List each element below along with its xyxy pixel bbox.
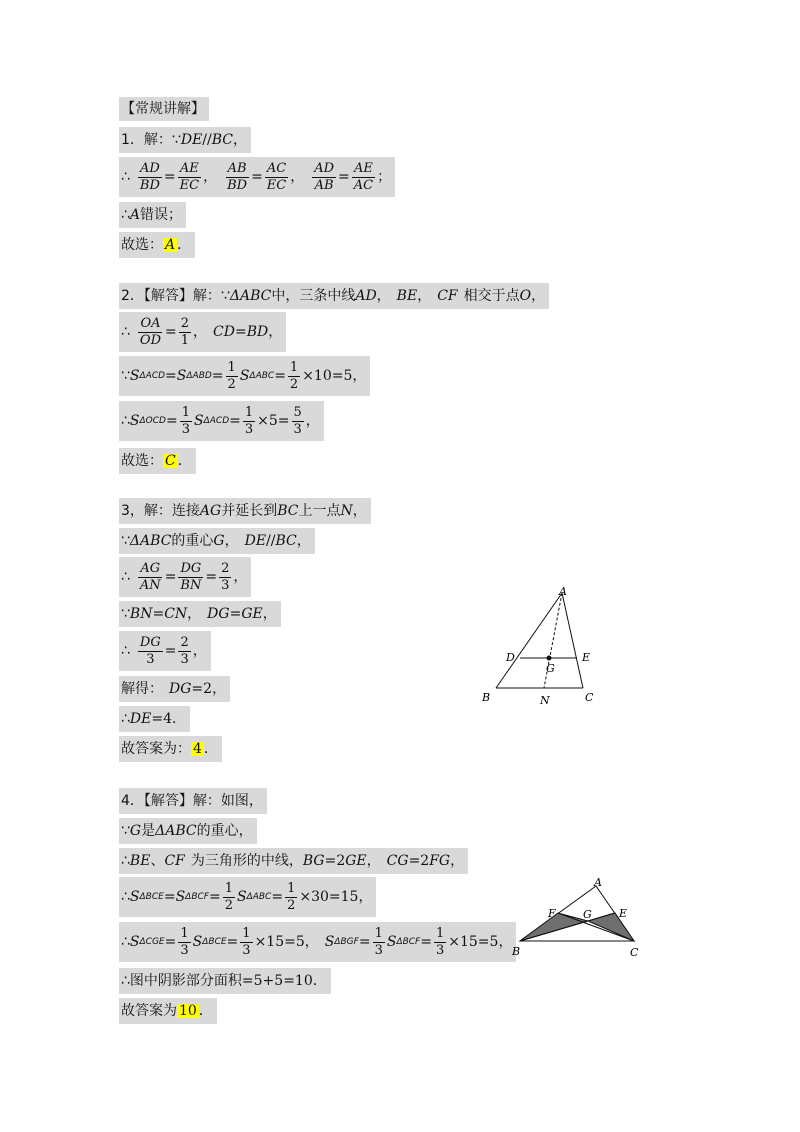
p3-line-3: ∴ $\frac{AG}{AN}$ = $\frac{DG}{BN}$ = $\frac{2}{3}$ ， [119, 557, 251, 597]
triangle-figure-1 [476, 583, 606, 708]
p2-line-5: 故选： C ． [119, 448, 196, 474]
p4-line-2: ∵ G 是 ΔABC 的重心， [119, 818, 257, 844]
p4-line-6: ∴图中阴影部分面积 =5+5=10 ． [119, 968, 331, 994]
label-b: B [512, 945, 521, 958]
answer-highlight: C [165, 453, 176, 469]
label-d: D [506, 651, 515, 664]
label-e: E [619, 907, 628, 920]
fraction: $\frac{AD}{BD}$ [139, 160, 160, 193]
fraction: $\frac{1}{3}$ [181, 404, 190, 437]
label-c: C [630, 946, 639, 959]
p1-line-3: ∴ A 错误； [119, 202, 186, 228]
fraction: $\frac{DG}{BN}$ [180, 560, 202, 593]
edge-ac [562, 593, 583, 688]
label-a: A [594, 876, 602, 889]
fraction: $\frac{AD}{AB}$ [314, 160, 335, 193]
p2-line-1: 2．【解答】解： ∵ ΔABC 中，三条中线 AD ， BE ， CF 相交于点 O ， [119, 283, 549, 309]
fraction: $\frac{1}{2}$ [224, 880, 233, 913]
p1-line-1: 1．解： ∵ DE // BC ， [119, 127, 251, 153]
p4-line-4: ∴ S ΔBCE = S ΔBCF = $\frac{1}{2}$ S ΔABC = $\frac{1}{2}$ ×30=15 ， [119, 877, 376, 917]
triangle-figure-2 [506, 873, 646, 963]
answer-highlight: 10 [179, 1003, 197, 1019]
p2-line-3: ∵ S ΔACD = S ΔABD = $\frac{1}{2}$ S ΔABC = $\frac{1}{2}$ ×10=5 ， [119, 356, 370, 396]
fraction: $\frac{1}{3}$ [242, 925, 251, 958]
answer-highlight: A [165, 237, 176, 253]
label-b: B [482, 691, 491, 704]
fraction: $\frac{1}{2}$ [227, 359, 236, 392]
fraction: $\frac{AE}{EC}$ [179, 160, 200, 193]
fraction: $\frac{2}{3}$ [180, 634, 189, 667]
p3-line-2: ∵ ΔABC 的重心 G ， DE // BC ， [119, 528, 315, 554]
fraction: $\frac{1}{3}$ [435, 925, 445, 958]
label-a: A [559, 585, 567, 598]
fraction: $\frac{5}{3}$ [293, 404, 302, 437]
fraction: $\frac{1}{3}$ [244, 404, 254, 437]
p3-line-4: ∵ BN = CN ， DG = GE ， [119, 601, 281, 627]
fraction: $\frac{AE}{AC}$ [353, 160, 374, 193]
p3-line-1: 3，解：连接 AG 并延长到 BC 上一点 N ， [119, 498, 371, 524]
fraction: $\frac{1}{2}$ [287, 880, 296, 913]
label-g: G [583, 908, 592, 921]
p3-line-6: 解得： DG =2 ， [119, 676, 230, 702]
p4-line-5: ∴ S ΔCGE = $\frac{1}{3}$ S ΔBCE = $\frac{1}{3}$ ×15=5 ， S ΔBGF = $\frac{1}{3}$ S ΔBCF = $\frac{1}{3}$ ×15=5 ， [119, 922, 516, 962]
p1-line-2: ∴ $\frac{AD}{BD}$ = $\frac{AE}{EC}$ ， $\frac{AB}{BD}$ = $\frac{AC}{EC}$ ， $\frac{AD}{AB}$ = $\frac{AE}{AC}$ ； [119, 157, 395, 197]
p2-line-2: ∴ $\frac{OA}{OD}$ = $\frac{2}{1}$ ， CD = BD ， [119, 312, 286, 352]
fraction: $\frac{AB}{BD}$ [227, 160, 248, 193]
fraction: $\frac{2}{3}$ [221, 560, 230, 593]
label-f: F [548, 907, 556, 920]
fraction: $\frac{DG}{3}$ [139, 634, 161, 667]
answer-highlight: 4 [193, 741, 202, 757]
label-c: C [585, 691, 594, 704]
p3-line-8: 故答案为： 4 ． [119, 736, 222, 762]
fraction: $\frac{2}{1}$ [180, 315, 190, 348]
label-g: G [546, 662, 555, 675]
fraction: $\frac{OA}{OD}$ [139, 315, 162, 348]
label-n: N [540, 694, 550, 707]
fraction: $\frac{1}{3}$ [374, 925, 383, 958]
p2-line-4: ∴ S ΔOCD = $\frac{1}{3}$ S ΔACD = $\frac{1}{3}$ ×5= $\frac{5}{3}$ ， [119, 401, 324, 441]
fraction: $\frac{1}{3}$ [180, 925, 189, 958]
label-e: E [582, 651, 591, 664]
p4-line-7: 故答案为 10 ． [119, 998, 217, 1024]
p1-line-4: 故选： A ． [119, 232, 195, 258]
p3-line-7: ∴ DE =4 ． [119, 706, 190, 732]
section-heading: 【常规讲解】 [119, 97, 209, 121]
fraction: $\frac{AG}{AN}$ [139, 560, 161, 593]
p3-line-5: ∴ $\frac{DG}{3}$ = $\frac{2}{3}$ ， [119, 631, 211, 671]
p4-line-3: ∴ BE 、 CF 为三角形的中线， BG =2 GE ， CG =2 FG ， [119, 848, 468, 874]
centroid-point [547, 656, 552, 661]
fraction: $\frac{1}{2}$ [289, 359, 299, 392]
fraction: $\frac{AC}{EC}$ [266, 160, 287, 193]
p4-line-1: 4．【解答】解：如图， [119, 788, 267, 814]
